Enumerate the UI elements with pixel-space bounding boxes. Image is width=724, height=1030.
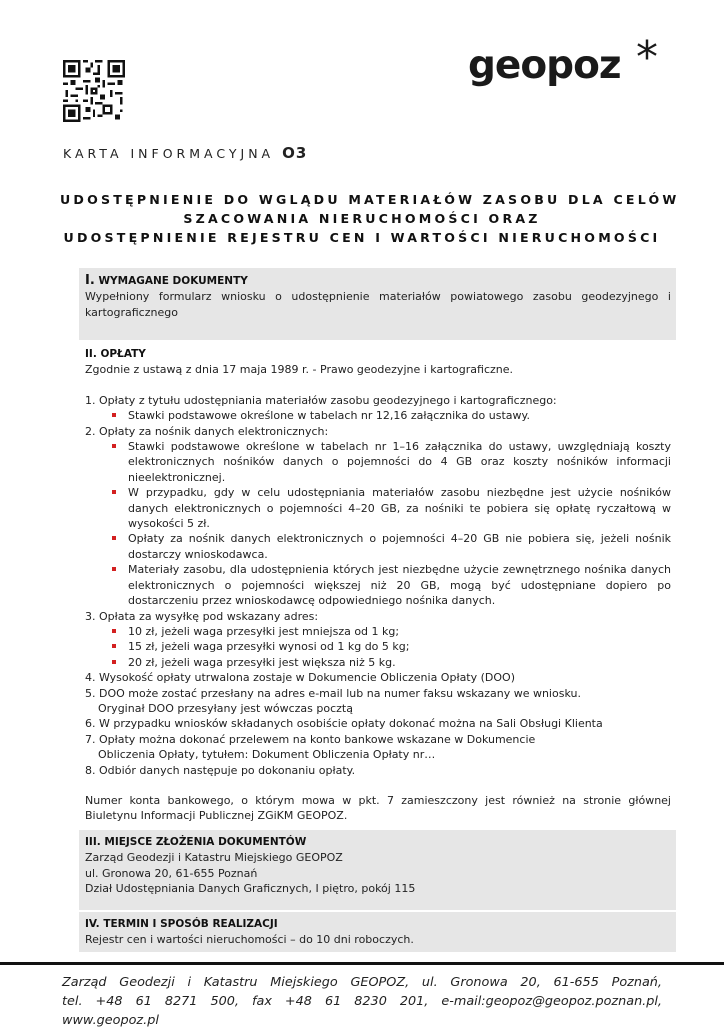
section-heading [85, 917, 671, 932]
fee-point-5-cont: Oryginał DOO przesyłany jest wówczas pocztą [98, 701, 353, 715]
fee-point-4: 4. Wysokość opłaty utrwalona zostaje w Dokumencie Obliczenia Opłaty (DOO) [85, 671, 515, 685]
address-line-3: Dział Udostępniania Danych Graficznych, I piętro, pokój 115 [85, 882, 416, 896]
fee-point-7-cont: Obliczenia Opłaty, tytułem: Dokument Obliczenia Opłaty nr… [98, 748, 436, 762]
fee-point-7: 7. Opłaty można dokonać przelewem na konto bankowe wskazane w Dokumencie [85, 732, 536, 746]
section-submission-place [79, 830, 676, 910]
section-number: II. [85, 348, 97, 360]
section-heading [85, 273, 671, 289]
asterisk-icon: * [636, 32, 658, 83]
geopoz-logo [468, 32, 664, 90]
bullet-item: Stawki podstawowe określone w tabelach nr 1–16 załącznika do ustawy, uwzględniają koszty elektronicznych nośników danych o pojemności do 4 GB oraz koszty nośników informacji nieelektronicznej. [85, 439, 671, 485]
footer-line-2: tel. +48 61 8271 500, fax +48 61 8230 201, e-mail:geopoz@geopoz.poznan.pl, www.geopoz.pl [62, 994, 662, 1028]
fee-point-2: 2. Opłaty za nośnik danych elektronicznych: [85, 424, 329, 438]
footer-line-1: Zarząd Geodezji i Katastru Miejskiego GEOPOZ, ul. Gronowa 20, 61-655 Poznań, [62, 975, 662, 990]
bullet-item: 10 zł, jeżeli waga przesyłki jest mniejsza od 1 kg; [85, 624, 671, 639]
card-number: O3 [282, 144, 308, 162]
fee-point-8: 8. Odbiór danych następuje po dokonaniu opłaty. [85, 763, 356, 777]
title-line-3: UDOSTĘPNIENIE REJESTRU CEN I WARTOŚCI NIERUCHOMOŚCI [63, 230, 661, 245]
logo-wordmark: geopoz [468, 43, 621, 88]
fee-point-1: 1. Opłaty z tytułu udostępniania materiałów zasobu geodezyjnego i kartograficznego: [85, 393, 557, 407]
section-number: III. [85, 836, 101, 848]
bullet-item: W przypadku, gdy w celu udostępniania materiałów zasobu niezbędne jest użycie nośników danych elektronicznych o pojemności 4–20 GB, za nośniki te pobiera się opłatę ryczałtową w wysokości 5 zł. [85, 485, 671, 531]
card-label-text: KARTA INFORMACYJNA [63, 146, 275, 161]
section-title: OPŁATY [100, 348, 146, 360]
fee-point-5: 5. DOO może zostać przesłany na adres e-mail lub na numer faksu wskazany we wniosku. [85, 686, 581, 700]
section-heading [85, 835, 671, 850]
section-processing-time [79, 912, 676, 952]
document-title [60, 190, 680, 247]
card-label [63, 144, 307, 162]
fee-point-6: 6. W przypadku wniosków składanych osobiście opłaty dokonać można na Sali Obsługi Klienta [85, 717, 603, 731]
bank-account-note: Numer konta bankowego, o którym mowa w pkt. 7 zamieszczony jest również na stronie głównej Biuletynu Informacji Publicznej ZGiKM GEOPOZ. [85, 793, 671, 823]
address-line-2: ul. Gronowa 20, 61-655 Poznań [85, 866, 258, 880]
qr-code [63, 60, 125, 122]
section-fees [79, 342, 676, 828]
address-line-1: Zarząd Geodezji i Katastru Miejskiego GEOPOZ [85, 851, 343, 865]
bullet-item: Opłaty za nośnik danych elektronicznych o pojemności 4–20 GB nie pobiera się, jeżeli nośnik dostarczy wnioskodawca. [85, 531, 671, 562]
fee-point-3: 3. Opłata za wysyłkę pod wskazany adres: [85, 609, 319, 623]
section-number: IV. [85, 918, 100, 930]
section-required-documents [79, 268, 676, 340]
section-text: Rejestr cen i wartości nieruchomości – do 10 dni roboczych. [85, 933, 414, 947]
bullet-item: 15 zł, jeżeli waga przesyłki wynosi od 1 kg do 5 kg; [85, 639, 671, 654]
section-title: MIEJSCE ZŁOŻENIA DOKUMENTÓW [104, 836, 307, 848]
title-line-1: UDOSTĘPNIENIE DO WGLĄDU MATERIAŁÓW ZASOBU DLA CELÓW [60, 192, 680, 207]
bullet-item: 20 zł, jeżeli waga przesyłki jest większa niż 5 kg. [85, 655, 671, 670]
section-text: Wypełniony formularz wniosku o udostępnienie materiałów powiatowego zasobu geodezyjnego i kartograficznego [85, 290, 671, 319]
section-number: I. [85, 273, 95, 288]
footer [62, 973, 662, 1030]
bullet-item: Stawki podstawowe określone w tabelach nr 12,16 załącznika do ustawy. [85, 408, 671, 423]
section-title: WYMAGANE DOKUMENTY [98, 275, 248, 287]
section-title: TERMIN I SPOSÓB REALIZACJI [103, 918, 278, 930]
bullet-item: Materiały zasobu, dla udostępnienia których jest niezbędne użycie zewnętrznego nośnika danych elektronicznych o pojemności większej niż 20 GB, mogą być udostępniane dopiero po dostarczeniu przez wnioskodawcę odpowiedniego nośnika danych. [85, 562, 671, 608]
footer-divider [0, 962, 724, 965]
fees-intro: Zgodnie z ustawą z dnia 17 maja 1989 r. - Prawo geodezyjne i kartograficzne. [85, 363, 514, 377]
title-line-2: SZACOWANIA NIERUCHOMOŚCI ORAZ [183, 211, 541, 226]
section-heading [85, 347, 671, 362]
